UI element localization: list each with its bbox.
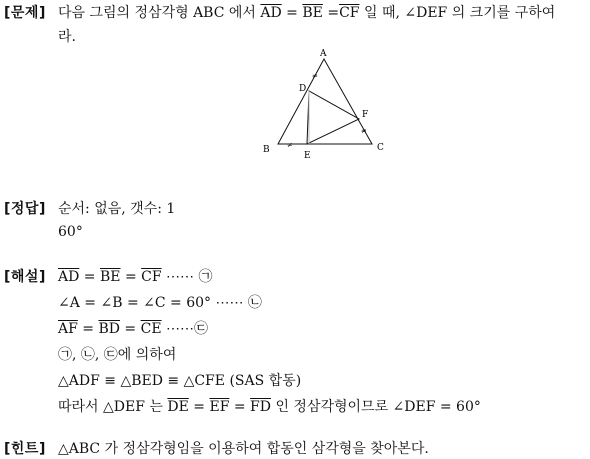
- solution-tag: [해설]: [4, 269, 46, 285]
- triangle-def: [307, 91, 359, 144]
- segment-ce: $\overline{CE}$: [140, 321, 162, 337]
- problem-tag: [문제]: [4, 5, 46, 21]
- vertex-label-c: C: [377, 143, 384, 153]
- solution-line-2: ∠A = ∠B = ∠C = 60° ⋯⋯ ㉡: [58, 295, 262, 311]
- equals-sign: =: [229, 399, 251, 415]
- segment-ad: $\overline{AD}$: [260, 5, 282, 21]
- tick-mark-ad: ≠: [312, 72, 318, 80]
- solution-line-1: [58, 266, 212, 286]
- answer-line-2: 60°: [58, 224, 83, 240]
- equals-sign: =: [322, 5, 340, 21]
- segment-fd: $\overline{FD}$: [250, 399, 271, 415]
- vertex-label-f: F: [362, 110, 369, 120]
- segment-bd: $\overline{BD}$: [98, 321, 120, 337]
- answer-tag: [정답]: [4, 201, 46, 217]
- solution-line-3: [58, 318, 208, 338]
- segment-ef: $\overline{EF}$: [209, 399, 230, 415]
- hint-line: △ABC 가 정삼각형임을 이용하여 합동인 삼각형을 찾아본다.: [58, 441, 429, 457]
- solution-line-6-post: 인 정삼각형이므로 ∠DEF = 60°: [271, 399, 481, 415]
- problem-line-1: [58, 2, 555, 22]
- solution-line-6: [58, 396, 481, 416]
- triangle-abc: [278, 59, 372, 144]
- solution-line-5: △ADF ≡ △BED ≡ △CFE (SAS 합동): [58, 373, 302, 389]
- solution-line-6-pre: 따라서 △DEF 는: [58, 399, 168, 415]
- segment-cf: $\overline{CF}$: [141, 269, 162, 285]
- solution-line-4: ㉠, ㉡, ㉢에 의하여: [58, 347, 177, 363]
- equals-sign: =: [281, 5, 303, 21]
- segment-be: $\overline{BE}$: [302, 5, 323, 21]
- segment-cf: $\overline{CF}$: [339, 5, 360, 21]
- vertex-label-a: A: [320, 49, 327, 59]
- segment-de: $\overline{DE}$: [167, 399, 189, 415]
- vertex-label-b: B: [263, 145, 270, 155]
- answer-line-1: 순서: 없음, 갯수: 1: [58, 201, 176, 217]
- solution-line-3-post: ⋯⋯㉢: [161, 321, 209, 337]
- vertex-label-d: D: [299, 84, 307, 94]
- problem-line-2: 라.: [58, 29, 76, 45]
- equals-sign: =: [79, 269, 100, 285]
- problem-text-post: 일 때, ∠DEF 의 크기를 구하여: [359, 5, 556, 21]
- segment-af: $\overline{AF}$: [58, 321, 78, 337]
- segment-be: $\overline{BE}$: [99, 269, 121, 285]
- equals-sign: =: [77, 321, 99, 337]
- vertex-label-e: E: [304, 151, 311, 161]
- equals-sign: =: [188, 399, 210, 415]
- problem-text-pre: 다음 그림의 정삼각형 ABC 에서: [58, 5, 261, 21]
- solution-line-1-post: ⋯⋯ ㉠: [161, 269, 213, 285]
- equals-sign: =: [120, 269, 142, 285]
- tick-mark-be: ≠: [287, 141, 293, 149]
- hint-tag: [힌트]: [4, 441, 46, 457]
- equals-sign: =: [119, 321, 141, 337]
- triangle-figure: [258, 44, 398, 164]
- tick-mark-cf: ≠: [361, 127, 367, 135]
- segment-ad: $\overline{AD}$: [58, 269, 80, 285]
